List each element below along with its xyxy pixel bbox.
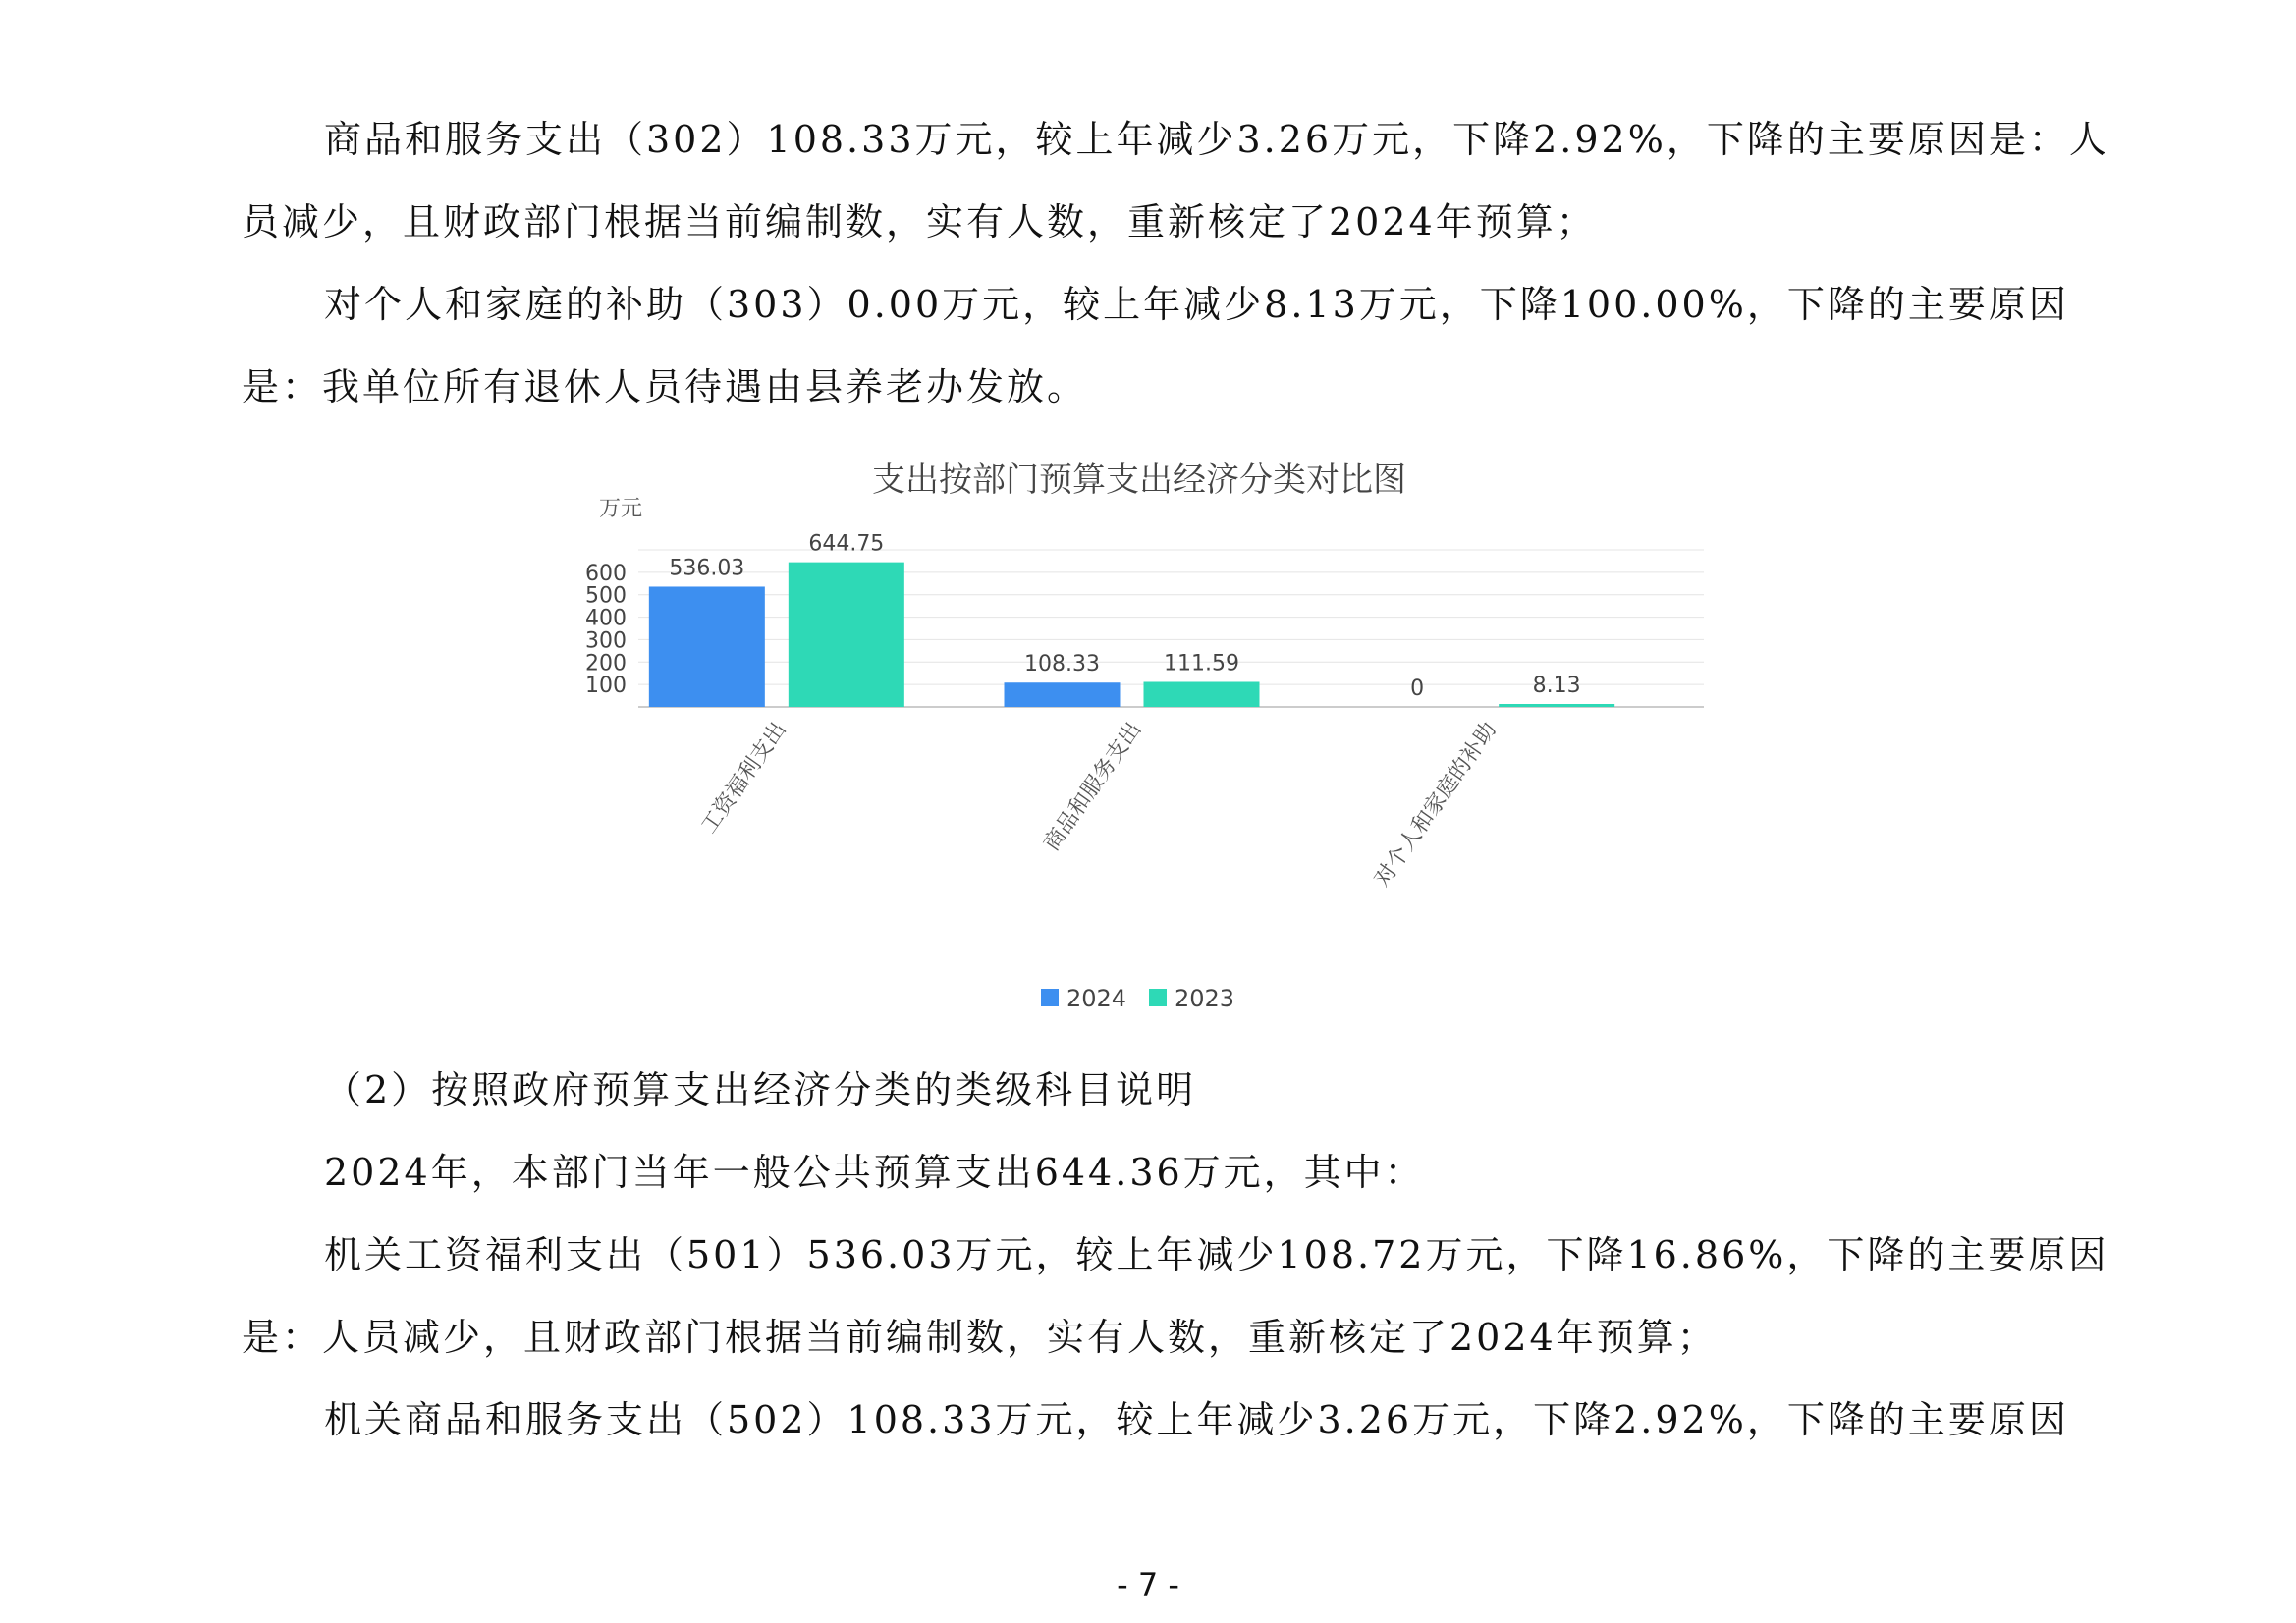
paragraph-wages-line1: 机关工资福利支出（501）536.03万元，较上年减少108.72万元，下降16.86%，下降的主要原因 — [324, 1233, 2109, 1276]
expense-comparison-chart — [550, 442, 1728, 1031]
data-label: 644.75 — [808, 531, 885, 557]
chart-y-unit: 万元 — [599, 497, 643, 521]
paragraph-section-heading: （2）按照政府预算支出经济分类的类级科目说明 — [324, 1068, 1197, 1111]
paragraph-subsidy-line2: 是：我单位所有退休人员待遇由县养老办发放。 — [242, 365, 1088, 408]
paragraph-goods-services-line1: 商品和服务支出（302）108.33万元，较上年减少3.26万元，下降2.92%，下降的主要原因是：人 — [324, 118, 2109, 161]
chart-title: 支出按部门预算支出经济分类对比图 — [872, 460, 1406, 500]
paragraph-total: 2024年，本部门当年一般公共预算支出644.36万元，其中： — [324, 1151, 1425, 1194]
chart-canvas — [550, 442, 1728, 1031]
bar-2023-2 — [1499, 704, 1614, 707]
paragraph-goods-services-line2: 员减少，且财政部门根据当前编制数，实有人数，重新核定了2024年预算； — [242, 200, 1597, 243]
data-label: 0 — [1410, 676, 1425, 701]
paragraph-subsidy-line1: 对个人和家庭的补助（303）0.00万元，较上年减少8.13万元，下降100.00%，下降的主要原因 — [324, 283, 2069, 326]
legend-label: 2024 — [1066, 985, 1127, 1012]
paragraph-wages-line2: 是：人员减少，且财政部门根据当前编制数，实有人数，重新核定了2024年预算； — [242, 1316, 1718, 1359]
y-tick-label: 600 — [585, 561, 627, 586]
page-number: - 7 - — [1117, 1566, 1179, 1603]
bar-2023-0 — [789, 563, 904, 707]
data-label: 536.03 — [669, 556, 745, 581]
data-label: 8.13 — [1532, 674, 1581, 698]
legend-swatch-2024 — [1041, 989, 1059, 1006]
bar-2024-1 — [1005, 682, 1121, 707]
legend-label: 2023 — [1175, 985, 1235, 1012]
bar-2023-1 — [1144, 681, 1260, 707]
data-label: 108.33 — [1024, 652, 1100, 677]
y-tick-label: 500 — [585, 583, 627, 609]
legend-swatch-2023 — [1149, 989, 1167, 1006]
x-category-label: 商品和服务支出 — [1039, 718, 1147, 856]
x-category-label: 工资福利支出 — [696, 718, 792, 839]
y-tick-label: 400 — [585, 606, 627, 631]
data-label: 111.59 — [1164, 651, 1239, 676]
y-tick-label: 300 — [585, 628, 627, 654]
x-category-label: 对个人和家庭的补助 — [1370, 718, 1503, 892]
y-tick-label: 100 — [585, 674, 627, 699]
paragraph-organ-goods-line1: 机关商品和服务支出（502）108.33万元，较上年减少3.26万元，下降2.92%，下降的主要原因 — [324, 1398, 2069, 1441]
bar-2024-0 — [649, 586, 765, 707]
y-tick-label: 200 — [585, 651, 627, 676]
